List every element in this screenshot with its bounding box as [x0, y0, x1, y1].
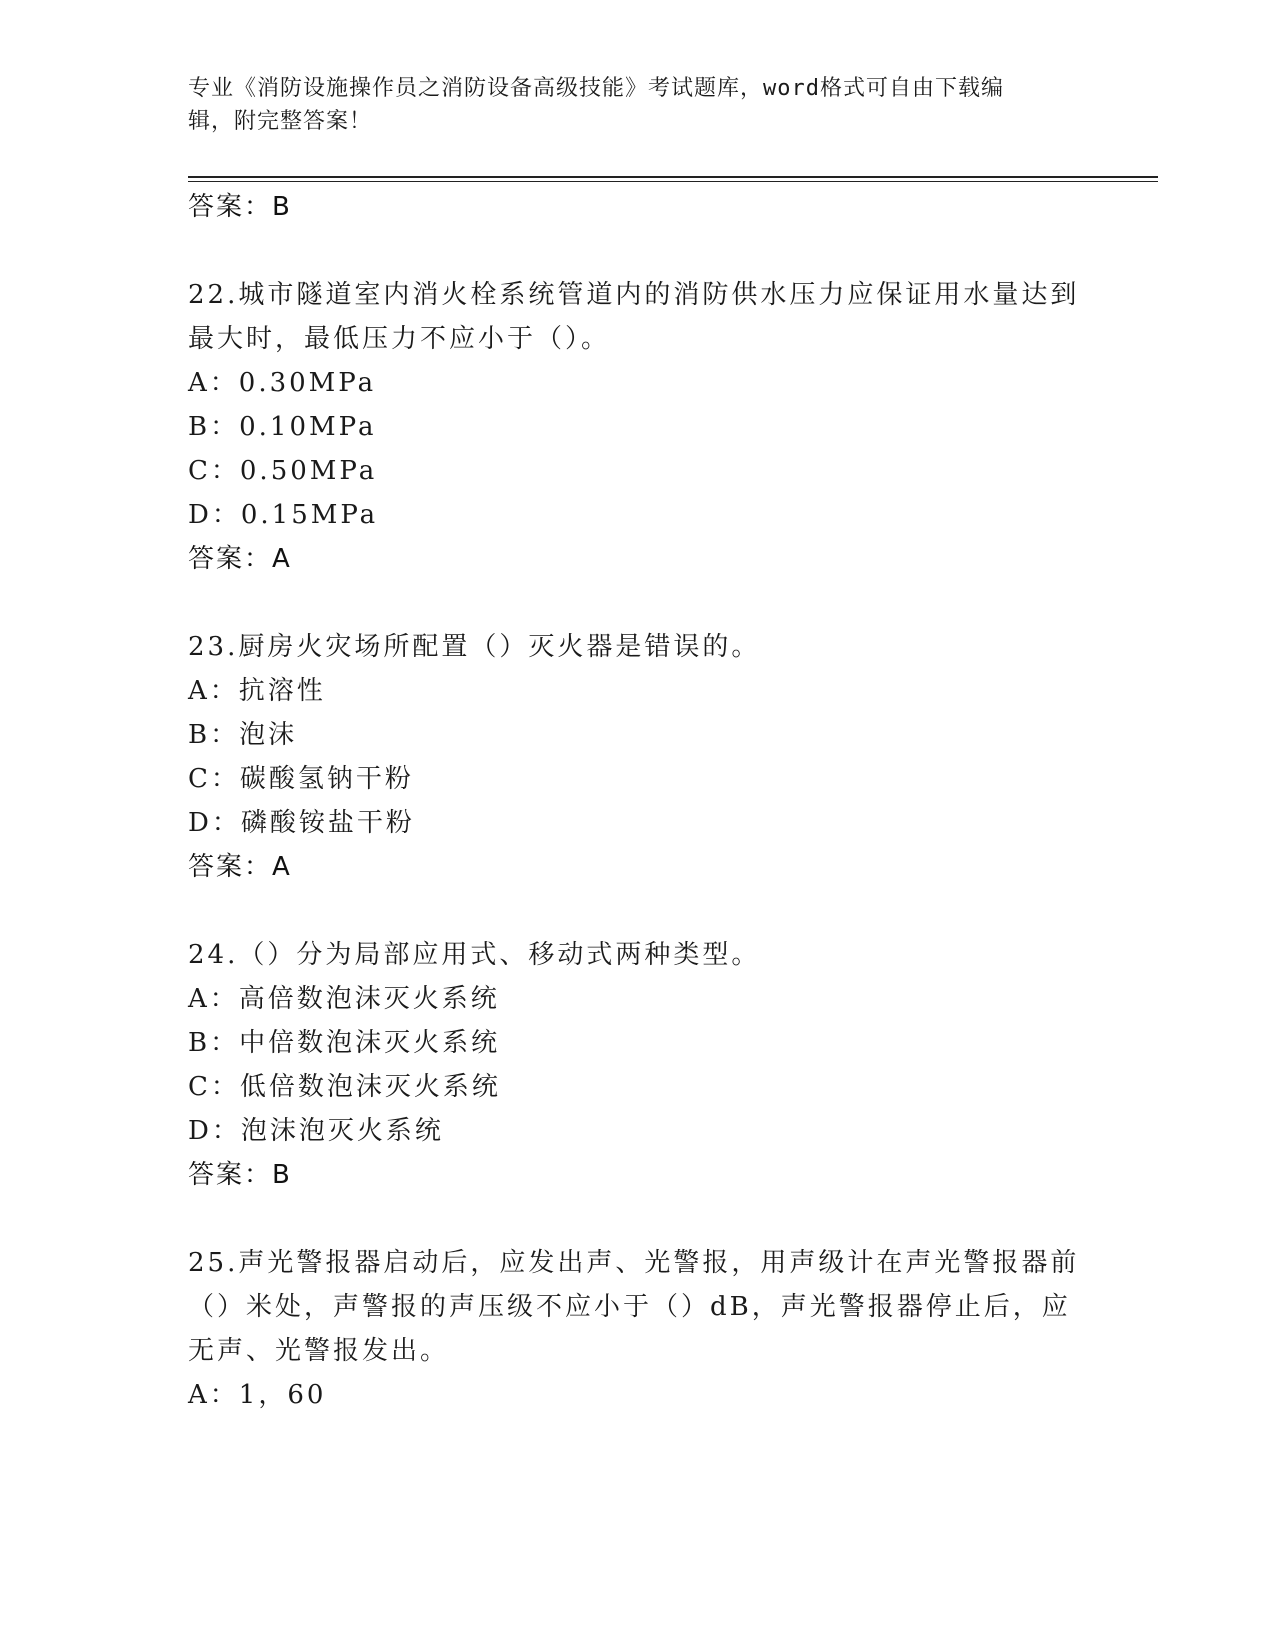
answer: 答案：A	[188, 544, 292, 574]
answer: 答案：B	[188, 1160, 292, 1190]
option-c: C：低倍数泡沫灭火系统	[188, 1072, 501, 1102]
question-text: 无声、光警报发出。	[188, 1336, 450, 1366]
answer: 答案：A	[188, 852, 292, 882]
option-b: B：0.10MPa	[188, 412, 377, 442]
option-b: B：中倍数泡沫灭火系统	[188, 1028, 501, 1058]
option-a: A：高倍数泡沫灭火系统	[188, 984, 500, 1014]
header-divider-thick	[188, 176, 1158, 178]
previous-answer: 答案：B	[188, 192, 292, 222]
option-a: A：1，60	[188, 1380, 327, 1410]
option-c: C：碳酸氢钠干粉	[188, 764, 414, 794]
option-c: C：0.50MPa	[188, 456, 378, 486]
option-d: D：磷酸铵盐干粉	[188, 808, 415, 838]
header-line-2: 辑，附完整答案！	[188, 109, 373, 134]
question-text: 25.声光警报器启动后，应发出声、光警报，用声级计在声光警报器前	[188, 1248, 1080, 1278]
question-text: （）米处，声警报的声压级不应小于（）dB，声光警报器停止后，应	[188, 1292, 1071, 1322]
option-d: D：泡沫泡灭火系统	[188, 1116, 444, 1146]
option-a: A：0.30MPa	[188, 368, 377, 398]
question-text: 最大时，最低压力不应小于（）。	[188, 324, 611, 354]
question-text: 23.厨房火灾场所配置（）灭火器是错误的。	[188, 632, 761, 662]
option-d: D：0.15MPa	[188, 500, 379, 530]
header-divider-thin	[188, 181, 1158, 182]
question-text: 24.（）分为局部应用式、移动式两种类型。	[188, 940, 761, 970]
header-line-1: 专业《消防设施操作员之消防设备高级技能》考试题库，word格式可自由下载编	[188, 76, 1004, 101]
option-b: B：泡沫	[188, 720, 298, 750]
question-text: 22.城市隧道室内消火栓系统管道内的消防供水压力应保证用水量达到	[188, 280, 1080, 310]
document-header	[188, 72, 1068, 138]
option-a: A：抗溶性	[188, 676, 326, 706]
